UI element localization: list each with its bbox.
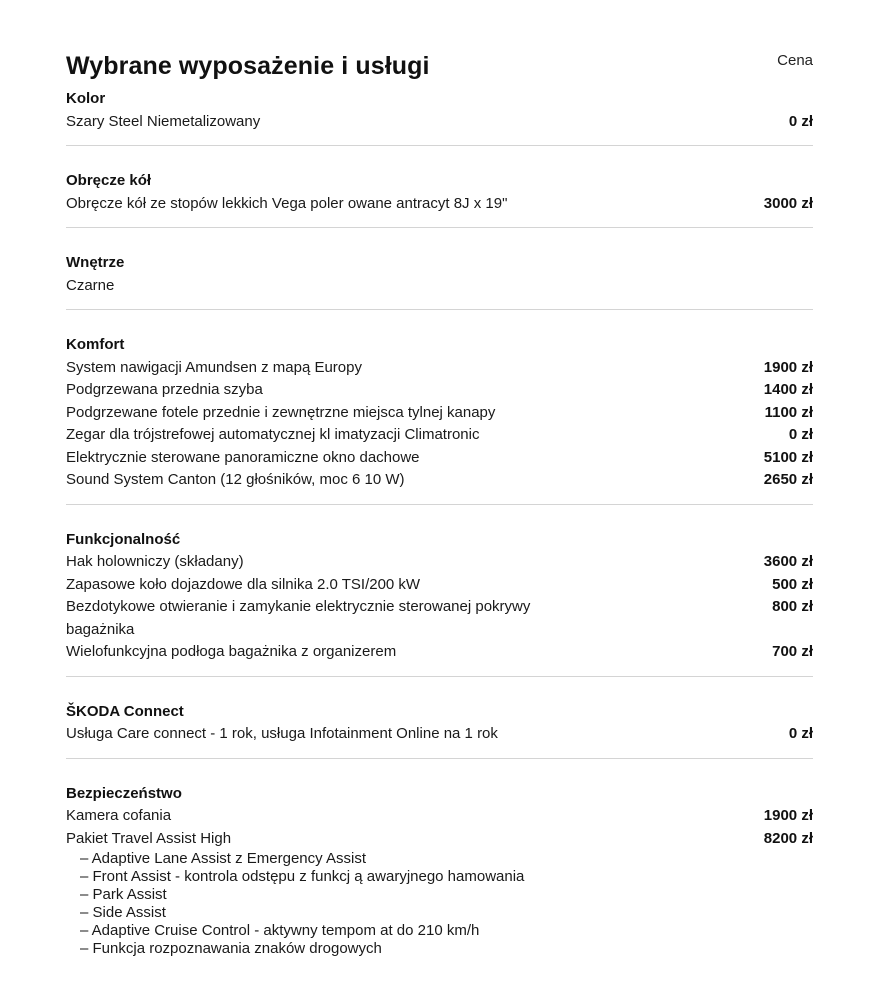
equipment-document [66, 0, 813, 970]
equipment-row [66, 805, 813, 828]
equipment-name: Sound System Canton (12 głośników, moc 6 10 W) [66, 471, 405, 488]
section [66, 677, 813, 759]
equipment-row [66, 596, 813, 641]
equipment-name: Zapasowe koło dojazdowe dla silnika 2.0 TSI/200 kW [66, 575, 421, 593]
equipment-sections [66, 88, 813, 970]
equipment-price: 8200 zł [763, 829, 813, 847]
section-title: Komfort [66, 336, 125, 353]
equipment-name: Hak holowniczy (składany) [66, 553, 244, 570]
equipment-name: Bezdotykowe otwieranie i zamykanie elektrycznie sterowanej pokrywy bagażnika [66, 598, 531, 638]
section-title: ŠKODA Connect [66, 702, 184, 720]
equipment-name: Kamera cofania [66, 807, 172, 824]
equipment-row [66, 723, 813, 746]
equipment-name: Podgrzewane fotele przednie i zewnętrzne miejsca tylnej kanapy [66, 403, 496, 421]
equipment-name: Zegar dla trójstrefowej automatycznej kl imatyzacji Climatronic [66, 426, 480, 443]
package-contents-item: – Park Assist [80, 886, 167, 903]
equipment-name: Podgrzewana przednia szyba [66, 381, 263, 398]
equipment-row [66, 828, 813, 851]
equipment-price: 800 zł [772, 598, 813, 615]
equipment-row [66, 379, 813, 402]
equipment-row [66, 402, 813, 425]
equipment-name: Szary Steel Niemetalizowany [66, 112, 261, 130]
equipment-price: 5100 zł [763, 448, 813, 466]
package-contents-item: – Adaptive Cruise Control - aktywny tempom at do 210 km/h [80, 922, 480, 939]
package-contents-item: – Funkcja rozpoznawania znaków drogowych [80, 940, 382, 957]
section [66, 228, 813, 310]
section [66, 88, 813, 146]
price-column-header: Cena [777, 52, 813, 69]
equipment-price: 0 zł [788, 725, 813, 742]
equipment-name: Usługa Care connect - 1 rok, usługa Infotainment Online na 1 rok [66, 725, 498, 742]
section [66, 759, 813, 971]
equipment-name: System nawigacji Amundsen z mapą Europy [66, 358, 362, 376]
equipment-row [66, 641, 813, 664]
equipment-row [66, 574, 813, 597]
equipment-price: 1100 zł [764, 403, 813, 421]
equipment-price: 700 zł [772, 643, 813, 660]
equipment-name: Wielofunkcyjna podłoga bagażnika z organizerem [66, 643, 397, 660]
section [66, 505, 813, 677]
equipment-price: 3000 zł [763, 194, 813, 212]
section-title: Funkcjonalność [66, 530, 181, 548]
section-title: Obręcze kół [66, 172, 152, 189]
section-title: Kolor [66, 90, 106, 107]
equipment-price: 500 zł [772, 575, 813, 593]
document-header [66, 0, 813, 88]
package-contents-item: – Adaptive Lane Assist z Emergency Assist [80, 850, 366, 867]
equipment-row [66, 193, 813, 216]
package-contents-item: – Front Assist - kontrola odstępu z funkcj ą awaryjnego hamowania [80, 868, 525, 885]
section [66, 310, 813, 505]
section-title: Bezpieczeństwo [66, 784, 182, 802]
equipment-row [66, 469, 813, 492]
equipment-price: 2650 zł [763, 471, 813, 488]
package-contents-list [66, 850, 813, 958]
equipment-price: 0 zł [788, 112, 813, 130]
equipment-row [66, 551, 813, 574]
equipment-price: 1900 zł [763, 358, 813, 376]
equipment-row [66, 447, 813, 470]
section-title: Wnętrze [66, 254, 125, 271]
section [66, 146, 813, 228]
equipment-row [66, 275, 813, 298]
equipment-row [66, 357, 813, 380]
equipment-price: 1400 zł [763, 381, 813, 398]
page-title: Wybrane wyposażenie i usługi [66, 52, 430, 80]
equipment-name: Czarne [66, 276, 115, 294]
equipment-name: Pakiet Travel Assist High [66, 829, 232, 847]
equipment-row [66, 111, 813, 134]
equipment-name: Obręcze kół ze stopów lekkich Vega poler owane antracyt 8J x 19" [66, 194, 508, 212]
equipment-price: 1900 zł [763, 807, 813, 824]
equipment-name: Elektrycznie sterowane panoramiczne okno dachowe [66, 448, 420, 466]
equipment-price: 0 zł [788, 426, 813, 443]
equipment-price: 3600 zł [763, 553, 813, 570]
package-contents-item: – Side Assist [80, 904, 166, 921]
equipment-row [66, 424, 813, 447]
